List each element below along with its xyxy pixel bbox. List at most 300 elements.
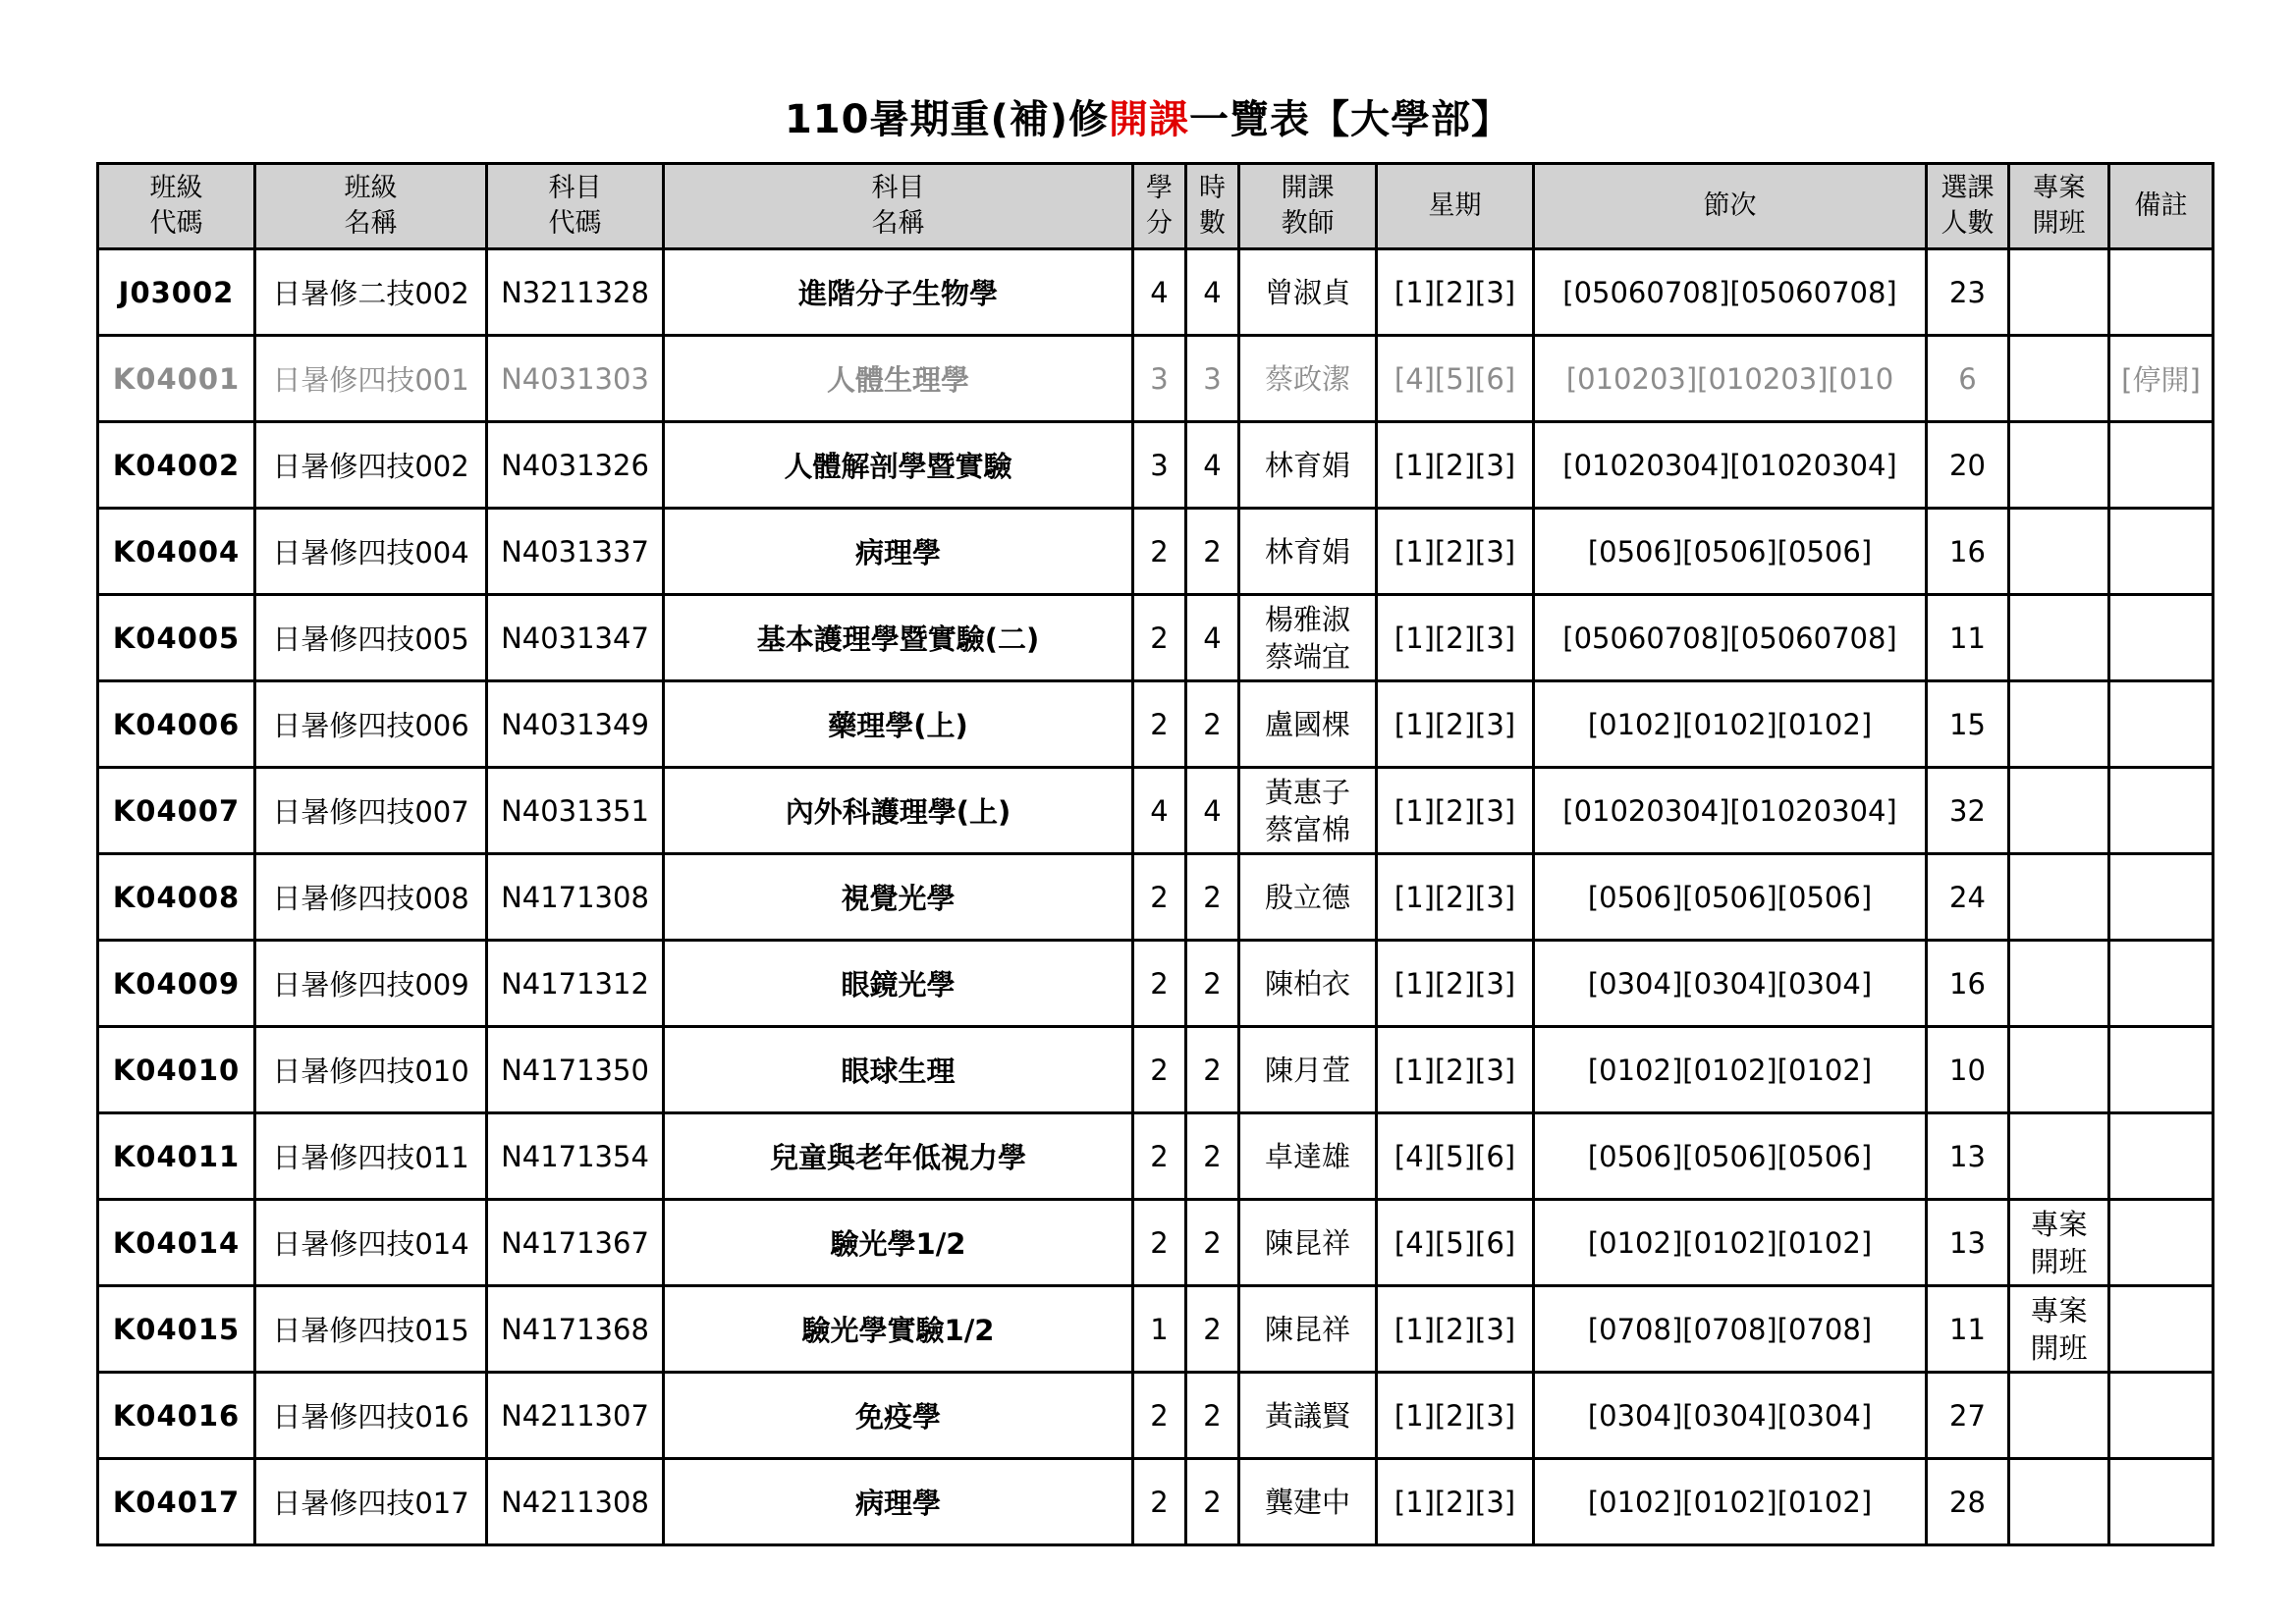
weekday-cell-text: [1][2][3] [1394,793,1516,828]
class-code-cell [98,1200,255,1286]
subject-name-cell [664,1459,1133,1545]
weekday-cell [1377,249,1534,336]
header-credits-label: 學 分 [1146,173,1173,239]
hours-cell-text: 2 [1203,880,1222,914]
hours-cell [1186,854,1239,941]
teacher-cell [1239,1373,1377,1459]
weekday-cell [1377,1113,1534,1200]
credits-cell [1133,595,1186,681]
table-row [98,1113,2214,1200]
periods-cell-text: [01020304][01020304] [1562,793,1897,828]
periods-cell [1534,1286,1927,1373]
header-note [2109,164,2214,249]
header-subject-code [487,164,664,249]
weekday-cell-text: [4][5][6] [1394,1139,1516,1173]
subject-name-cell [664,1027,1133,1113]
teacher-cell [1239,1027,1377,1113]
class-code-cell-text: J03002 [118,275,235,309]
note-cell [2109,1027,2214,1113]
note-cell [2109,1373,2214,1459]
hours-cell [1186,1373,1239,1459]
subject-name-cell [664,249,1133,336]
class-code-cell [98,1459,255,1545]
hours-cell [1186,1113,1239,1200]
header-project [2009,164,2109,249]
credits-cell [1133,1459,1186,1545]
credits-cell [1133,1027,1186,1113]
teacher-cell-text: 盧國棵 [1264,707,1350,741]
teacher-cell [1239,1286,1377,1373]
subject-name-cell-text: 進階分子生物學 [797,277,998,310]
class-name-cell [255,422,487,509]
periods-cell-text: [0708][0708][0708] [1587,1312,1873,1346]
class-name-cell-text: 日暑修四技015 [272,1314,469,1347]
weekday-cell-text: [1][2][3] [1394,275,1516,309]
class-name-cell [255,1027,487,1113]
project-cell [2009,595,2109,681]
teacher-cell-text: 龔建中 [1264,1485,1350,1519]
subject-name-cell-text: 視覺光學 [841,882,956,915]
subject-code-cell-text: N4211307 [501,1398,649,1433]
hours-cell-text: 2 [1203,534,1222,568]
subject-code-cell-text: N4031347 [501,621,649,655]
hours-cell [1186,768,1239,854]
course-table [96,162,2214,1546]
class-code-cell [98,422,255,509]
periods-cell-text: [0304][0304][0304] [1587,1398,1873,1433]
weekday-cell [1377,1200,1534,1286]
project-cell [2009,509,2109,595]
subject-name-cell [664,1113,1133,1200]
enrolled-cell [1927,422,2009,509]
credits-cell-text: 2 [1150,1225,1169,1260]
hours-cell-text: 2 [1203,1398,1222,1433]
enrolled-cell [1927,1200,2009,1286]
subject-name-cell-text: 病理學 [854,1487,941,1520]
header-class-name-label: 班級 名稱 [344,173,398,239]
class-code-cell [98,1286,255,1373]
note-cell [2109,854,2214,941]
weekday-cell-text: [1][2][3] [1394,1312,1516,1346]
header-teacher-label: 開課 教師 [1281,173,1335,239]
class-name-cell [255,768,487,854]
subject-code-cell [487,768,664,854]
periods-cell [1534,1027,1927,1113]
enrolled-cell [1927,854,2009,941]
weekday-cell [1377,681,1534,768]
credits-cell-text: 2 [1150,1398,1169,1433]
class-code-cell [98,681,255,768]
table-row [98,595,2214,681]
enrolled-cell [1927,249,2009,336]
class-name-cell [255,509,487,595]
class-code-cell-text: K04009 [112,966,241,1001]
subject-name-cell [664,1200,1133,1286]
class-name-cell [255,681,487,768]
table-row [98,1027,2214,1113]
class-code-cell-text: K04004 [112,534,241,568]
table-row [98,681,2214,768]
hours-cell-text: 3 [1203,361,1222,396]
header-weekday [1377,164,1534,249]
enrolled-cell-text: 16 [1949,966,1986,1001]
teacher-cell-text: 陳昆祥 [1264,1225,1350,1260]
class-name-cell [255,941,487,1027]
note-cell [2109,336,2214,422]
note-cell [2109,249,2214,336]
weekday-cell [1377,422,1534,509]
title-part-3: 一覽表【大學部】 [1189,97,1512,142]
class-name-cell [255,249,487,336]
weekday-cell-text: [1][2][3] [1394,966,1516,1001]
credits-cell-text: 2 [1150,534,1169,568]
enrolled-cell-text: 6 [1958,361,1977,396]
weekday-cell-text: [1][2][3] [1394,621,1516,655]
subject-name-cell [664,681,1133,768]
weekday-cell [1377,854,1534,941]
weekday-cell [1377,1459,1534,1545]
project-cell [2009,1113,2109,1200]
periods-cell-text: [0506][0506][0506] [1587,534,1873,568]
hours-cell-text: 2 [1203,1139,1222,1173]
subject-code-cell [487,509,664,595]
periods-cell-text: [0304][0304][0304] [1587,966,1873,1001]
note-cell [2109,1286,2214,1373]
header-enrolled-label: 選課 人數 [1941,173,1995,239]
credits-cell [1133,422,1186,509]
subject-code-cell [487,422,664,509]
class-code-cell-text: K04008 [112,880,241,914]
subject-code-cell [487,1373,664,1459]
teacher-cell-text: 黃惠子 蔡富棉 [1264,775,1350,846]
header-periods-label: 節次 [1703,190,1757,221]
weekday-cell-text: [1][2][3] [1394,1398,1516,1433]
enrolled-cell-text: 28 [1949,1485,1986,1519]
project-cell [2009,768,2109,854]
enrolled-cell-text: 20 [1949,448,1986,482]
credits-cell-text: 2 [1150,707,1169,741]
subject-code-cell-text: N4171354 [501,1139,649,1173]
project-cell [2009,941,2109,1027]
subject-code-cell [487,1459,664,1545]
teacher-cell [1239,1200,1377,1286]
hours-cell-text: 4 [1203,621,1222,655]
subject-name-cell [664,509,1133,595]
class-name-cell [255,854,487,941]
project-cell [2009,681,2109,768]
credits-cell-text: 2 [1150,880,1169,914]
credits-cell-text: 2 [1150,1139,1169,1173]
teacher-cell [1239,422,1377,509]
class-code-cell-text: K04010 [112,1053,241,1087]
credits-cell [1133,1286,1186,1373]
enrolled-cell [1927,509,2009,595]
subject-code-cell [487,1027,664,1113]
class-name-cell [255,1200,487,1286]
project-cell [2009,1200,2109,1286]
subject-name-cell-text: 藥理學(上) [828,709,968,742]
header-subject-name [664,164,1133,249]
class-code-cell-text: K04014 [112,1225,241,1260]
teacher-cell [1239,336,1377,422]
header-class-code [98,164,255,249]
subject-name-cell-text: 人體生理學 [826,363,969,397]
subject-name-cell-text: 驗光學實驗1/2 [801,1314,995,1347]
class-code-cell [98,595,255,681]
weekday-cell-text: [1][2][3] [1394,534,1516,568]
class-name-cell-text: 日暑修四技017 [272,1487,469,1520]
periods-cell [1534,854,1927,941]
weekday-cell-text: [4][5][6] [1394,1225,1516,1260]
subject-code-cell-text: N4031349 [501,707,649,741]
subject-code-cell-text: N4031326 [501,448,649,482]
header-project-label: 專案 開班 [2032,173,2086,239]
header-enrolled [1927,164,2009,249]
class-code-cell-text: K04002 [112,448,241,482]
hours-cell [1186,249,1239,336]
table-row [98,1373,2214,1459]
periods-cell-text: [01020304][01020304] [1562,448,1897,482]
credits-cell-text: 3 [1150,448,1169,482]
weekday-cell-text: [1][2][3] [1394,707,1516,741]
class-name-cell-text: 日暑修四技009 [272,968,469,1001]
credits-cell [1133,1200,1186,1286]
subject-name-cell-text: 眼球生理 [841,1055,956,1088]
subject-code-cell-text: N4211308 [501,1485,649,1519]
subject-code-cell [487,1113,664,1200]
title-part-1: 110暑期重(補)修 [784,97,1110,142]
teacher-cell-text: 黃議賢 [1264,1398,1350,1433]
class-code-cell [98,941,255,1027]
table-row [98,1200,2214,1286]
subject-name-cell-text: 免疫學 [854,1400,941,1434]
periods-cell-text: [010203][010203][010 [1565,361,1894,396]
teacher-cell [1239,941,1377,1027]
header-periods [1534,164,1927,249]
enrolled-cell-text: 10 [1949,1053,1986,1087]
credits-cell [1133,249,1186,336]
enrolled-cell-text: 16 [1949,534,1986,568]
header-row [98,164,2214,249]
periods-cell [1534,768,1927,854]
class-code-cell [98,854,255,941]
subject-code-cell [487,681,664,768]
periods-cell [1534,422,1927,509]
teacher-cell-text: 陳月萓 [1264,1053,1350,1087]
subject-code-cell [487,854,664,941]
class-code-cell [98,1027,255,1113]
weekday-cell-text: [1][2][3] [1394,880,1516,914]
header-note-label: 備註 [2134,190,2188,221]
credits-cell-text: 2 [1150,966,1169,1001]
class-name-cell-text: 日暑修四技010 [272,1055,469,1088]
class-name-cell-text: 日暑修四技007 [272,795,469,829]
credits-cell [1133,768,1186,854]
periods-cell-text: [0506][0506][0506] [1587,1139,1873,1173]
weekday-cell [1377,336,1534,422]
hours-cell [1186,595,1239,681]
title-part-highlight: 開課 [1109,97,1190,142]
teacher-cell-text: 蔡政潔 [1264,361,1350,396]
table-row [98,1286,2214,1373]
enrolled-cell-text: 11 [1949,1312,1986,1346]
enrolled-cell [1927,1373,2009,1459]
subject-code-cell [487,595,664,681]
table-body [98,249,2214,1545]
header-teacher [1239,164,1377,249]
enrolled-cell-text: 32 [1949,793,1986,828]
hours-cell [1186,1200,1239,1286]
subject-code-cell-text: N4031351 [501,793,649,828]
weekday-cell [1377,1286,1534,1373]
weekday-cell [1377,941,1534,1027]
subject-code-cell [487,249,664,336]
subject-name-cell-text: 驗光學1/2 [830,1227,966,1261]
subject-name-cell [664,1373,1133,1459]
subject-code-cell [487,1286,664,1373]
subject-code-cell-text: N4031337 [501,534,649,568]
periods-cell [1534,336,1927,422]
note-cell [2109,1459,2214,1545]
hours-cell [1186,336,1239,422]
teacher-cell [1239,595,1377,681]
periods-cell [1534,941,1927,1027]
project-cell [2009,1286,2109,1373]
credits-cell-text: 1 [1150,1312,1169,1346]
class-code-cell-text: K04011 [112,1139,241,1173]
periods-cell [1534,509,1927,595]
header-subject-code-label: 科目 代碼 [548,173,602,239]
class-code-cell [98,509,255,595]
subject-name-cell [664,336,1133,422]
credits-cell [1133,509,1186,595]
subject-code-cell-text: N4171350 [501,1053,649,1087]
table-row [98,1459,2214,1545]
project-cell [2009,854,2109,941]
subject-name-cell-text: 病理學 [854,536,941,569]
weekday-cell-text: [1][2][3] [1394,1485,1516,1519]
table-row [98,768,2214,854]
hours-cell [1186,1459,1239,1545]
subject-name-cell [664,422,1133,509]
class-code-cell [98,249,255,336]
credits-cell-text: 2 [1150,621,1169,655]
header-hours [1186,164,1239,249]
class-name-cell-text: 日暑修四技011 [272,1141,469,1174]
subject-code-cell-text: N4171368 [501,1312,649,1346]
subject-code-cell-text: N4171367 [501,1225,649,1260]
subject-code-cell-text: N4031303 [501,361,649,396]
table-row [98,422,2214,509]
class-code-cell [98,1113,255,1200]
project-cell-text: 專案 開班 [2030,1207,2088,1278]
class-name-cell-text: 日暑修四技008 [272,882,469,915]
project-cell [2009,1459,2109,1545]
teacher-cell-text: 陳柏衣 [1264,966,1350,1001]
class-name-cell-text: 日暑修四技005 [272,623,469,656]
note-cell [2109,1113,2214,1200]
project-cell [2009,249,2109,336]
project-cell [2009,336,2109,422]
enrolled-cell [1927,768,2009,854]
teacher-cell [1239,768,1377,854]
class-code-cell-text: K04007 [112,793,241,828]
credits-cell [1133,336,1186,422]
table-row [98,249,2214,336]
header-credits [1133,164,1186,249]
note-cell-text: [停開] [2121,363,2201,397]
weekday-cell [1377,1027,1534,1113]
header-subject-name-label: 科目 名稱 [871,173,925,239]
class-name-cell-text: 日暑修四技004 [272,536,469,569]
header-weekday-label: 星期 [1428,190,1482,221]
hours-cell-text: 4 [1203,448,1222,482]
teacher-cell-text: 林育娟 [1264,448,1350,482]
note-cell [2109,1200,2214,1286]
subject-code-cell [487,1200,664,1286]
hours-cell [1186,1027,1239,1113]
enrolled-cell [1927,1286,2009,1373]
class-name-cell-text: 日暑修二技002 [272,277,469,310]
weekday-cell [1377,509,1534,595]
hours-cell-text: 2 [1203,1312,1222,1346]
enrolled-cell [1927,595,2009,681]
class-code-cell-text: K04005 [112,621,241,655]
enrolled-cell-text: 23 [1949,275,1986,309]
class-name-cell [255,1459,487,1545]
credits-cell-text: 3 [1150,361,1169,396]
header-class-code-label: 班級 代碼 [149,173,203,239]
periods-cell [1534,1200,1927,1286]
teacher-cell-text: 卓達雄 [1264,1139,1350,1173]
subject-name-cell [664,854,1133,941]
teacher-cell-text: 陳昆祥 [1264,1312,1350,1346]
credits-cell [1133,854,1186,941]
teacher-cell [1239,509,1377,595]
class-code-cell [98,336,255,422]
teacher-cell-text: 殷立德 [1264,880,1350,914]
enrolled-cell-text: 13 [1949,1225,1986,1260]
subject-name-cell [664,768,1133,854]
note-cell [2109,509,2214,595]
enrolled-cell-text: 15 [1949,707,1986,741]
credits-cell-text: 4 [1150,793,1169,828]
enrolled-cell [1927,1459,2009,1545]
project-cell [2009,1027,2109,1113]
class-code-cell-text: K04001 [112,361,241,396]
teacher-cell [1239,249,1377,336]
teacher-cell-text: 曾淑貞 [1264,275,1350,309]
class-code-cell [98,1373,255,1459]
class-name-cell [255,1373,487,1459]
hours-cell-text: 2 [1203,1485,1222,1519]
subject-code-cell [487,941,664,1027]
periods-cell-text: [05060708][05060708] [1562,621,1897,655]
credits-cell-text: 2 [1150,1053,1169,1087]
periods-cell [1534,1373,1927,1459]
subject-name-cell-text: 基本護理學暨實驗(二) [756,623,1040,656]
enrolled-cell-text: 27 [1949,1398,1986,1433]
header-class-name [255,164,487,249]
weekday-cell [1377,768,1534,854]
enrolled-cell-text: 13 [1949,1139,1986,1173]
hours-cell-text: 2 [1203,1053,1222,1087]
class-code-cell-text: K04006 [112,707,241,741]
class-name-cell-text: 日暑修四技016 [272,1400,469,1434]
credits-cell [1133,1113,1186,1200]
enrolled-cell [1927,1027,2009,1113]
teacher-cell-text: 林育娟 [1264,534,1350,568]
